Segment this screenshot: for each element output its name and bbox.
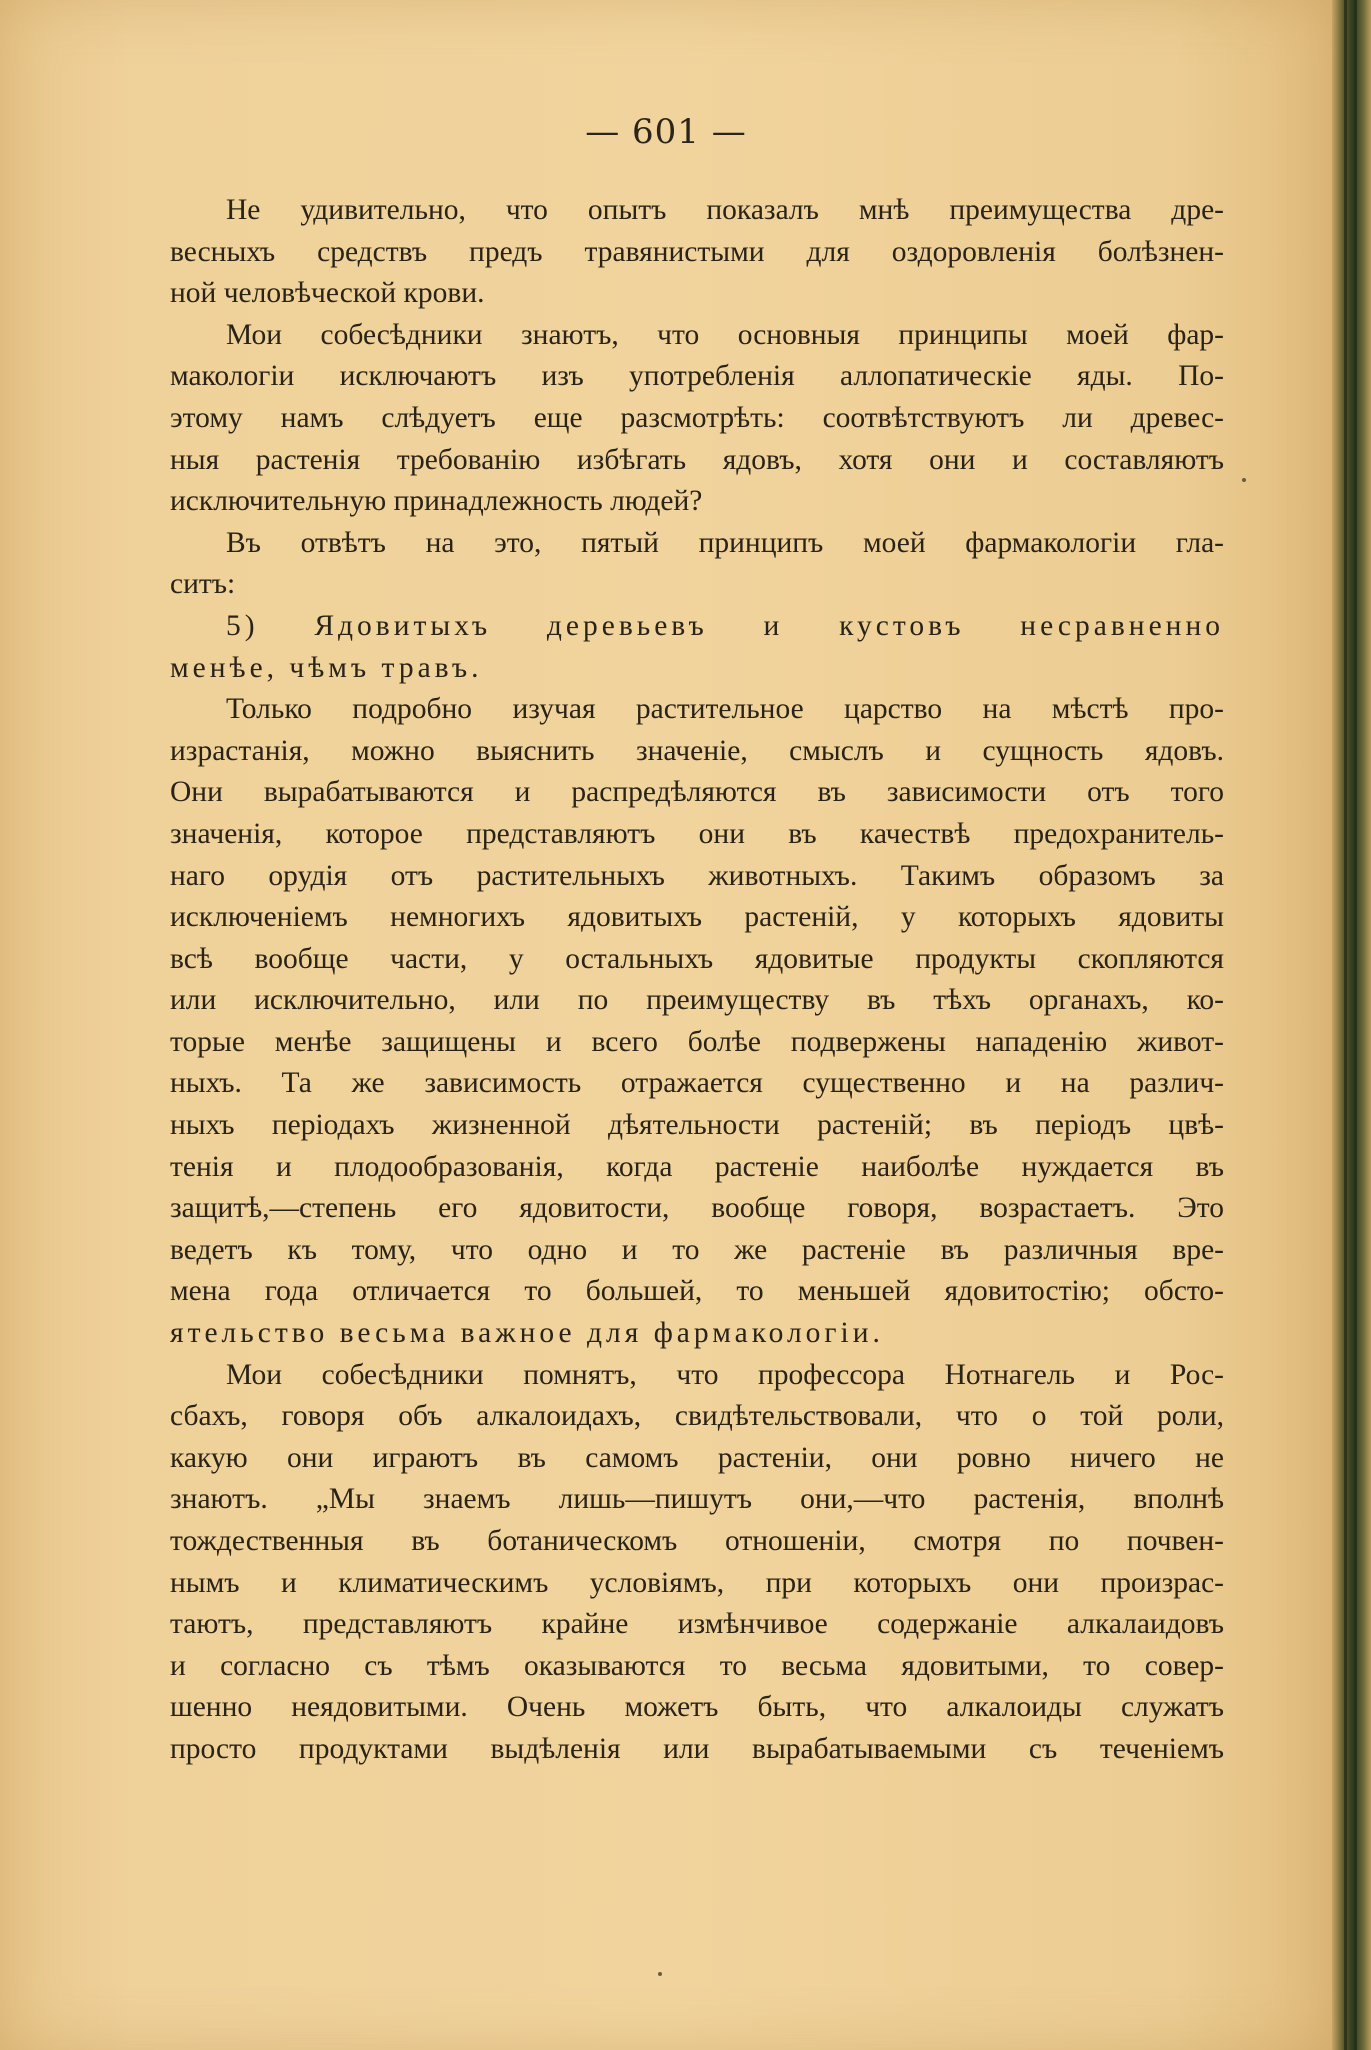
text-line: просто продуктами выдѣленія или вырабатываемыми съ теченіемъ: [170, 1732, 1224, 1765]
print-speck: [1242, 478, 1246, 482]
text-line: тождественныя въ ботаническомъ отношеніи, смотря по почвен-: [170, 1525, 1224, 1557]
text-line: Мои собесѣдники помнятъ, что профессора Нотнагель и Рос-: [226, 1358, 1224, 1391]
print-speck: [658, 1972, 662, 1976]
text-line: нымъ и климатическимъ условіямъ, при которыхъ они произрас-: [170, 1566, 1224, 1599]
text-line: тенія и плодообразованія, когда растеніе наиболѣе нуждается въ: [170, 1150, 1224, 1183]
text-line: сбахъ, говоря объ алкалоидахъ, свидѣтельствовали, что о той роли,: [170, 1400, 1224, 1433]
text-line: ситъ:: [170, 568, 236, 601]
edge-line: [1354, 0, 1357, 2050]
principle-line: 5) Ядовитыхъ деревьевъ и кустовъ несравненно: [226, 609, 1224, 642]
text-line: ныя растенія требованію избѣгать ядовъ, хотя они и составляютъ: [170, 443, 1224, 476]
text-line: Не удивительно, что опытъ показалъ мнѣ преимущества дре-: [226, 194, 1224, 226]
text-line: макологіи исключаютъ изъ употребленія аллопатическіе яды. По-: [170, 360, 1224, 393]
text-line: мена года отличается то большей, то меньшей ядовитостію; обсто-: [170, 1275, 1224, 1308]
principle-line: менѣе, чѣмъ травъ.: [170, 651, 483, 684]
text-line: Только подробно изучая растительное царство на мѣстѣ про-: [226, 693, 1224, 726]
text-line: ныхъ. Та же зависимость отражается существенно и на различ-: [170, 1067, 1224, 1100]
text-line: значенія, которое представляютъ они въ качествѣ предохранитель-: [170, 817, 1224, 850]
text-line: ятельство весьма важное для фармакологіи.: [170, 1317, 884, 1350]
book-spine-edge: [1332, 0, 1371, 2050]
text-line: ной человѣческой крови.: [170, 277, 485, 310]
text-line: исключеніемъ немногихъ ядовитыхъ растеній, у которыхъ ядовиты: [170, 901, 1224, 934]
text-line: ныхъ періодахъ жизненной дѣятельности растеній; въ періодъ цвѣ-: [170, 1109, 1224, 1142]
text-line: исключительную принадлежность людей?: [170, 485, 703, 518]
text-line: и согласно съ тѣмъ оказываются то весьма ядовитыми, то совер-: [170, 1649, 1224, 1682]
text-line: Въ отвѣтъ на это, пятый принципъ моей фармакологіи гла-: [226, 526, 1224, 559]
text-line: или исключительно, или по преимуществу въ тѣхъ органахъ, ко-: [170, 984, 1224, 1017]
text-line: шенно неядовитыми. Очень можетъ быть, что алкалоиды служатъ: [170, 1691, 1224, 1724]
text-line: таютъ, представляютъ крайне измѣнчивое содержаніе алкалаидовъ: [170, 1608, 1224, 1641]
page-text: [170, 190, 1224, 1771]
text-line: защитѣ,—степень его ядовитости, вообще говоря, возрастаетъ. Это: [170, 1192, 1224, 1225]
page-number: — 601 —: [585, 112, 747, 152]
text-line: ведетъ къ тому, что одно и то же растеніе въ различныя вре-: [170, 1233, 1224, 1266]
text-line: израстанія, можно выяснить значеніе, смыслъ и сущность ядовъ.: [170, 734, 1224, 767]
edge-line: [1344, 0, 1347, 2050]
text-line: какую они играютъ въ самомъ растеніи, они ровно ничего не: [170, 1441, 1224, 1474]
text-line: Они вырабатываются и распредѣляются въ зависимости отъ того: [170, 776, 1224, 809]
text-line: Мои собесѣдники знаютъ, что основныя принципы моей фар-: [226, 318, 1224, 351]
text-line: наго орудія отъ растительныхъ животныхъ. Такимъ образомъ за: [170, 859, 1224, 892]
text-line: этому намъ слѣдуетъ еще разсмотрѣть: соотвѣтствуютъ ли древес-: [170, 401, 1224, 434]
text-line: всѣ вообще части, у остальныхъ ядовитые продукты скопляются: [170, 942, 1224, 975]
text-line: торые менѣе защищены и всего болѣе подвержены нападенію живот-: [170, 1025, 1224, 1058]
text-line: знаютъ. „Мы знаемъ лишь—пишутъ они,—что растенія, вполнѣ: [170, 1483, 1224, 1516]
text-line: весныхъ средствъ предъ травянистыми для оздоровленія болѣзнен-: [170, 235, 1224, 268]
